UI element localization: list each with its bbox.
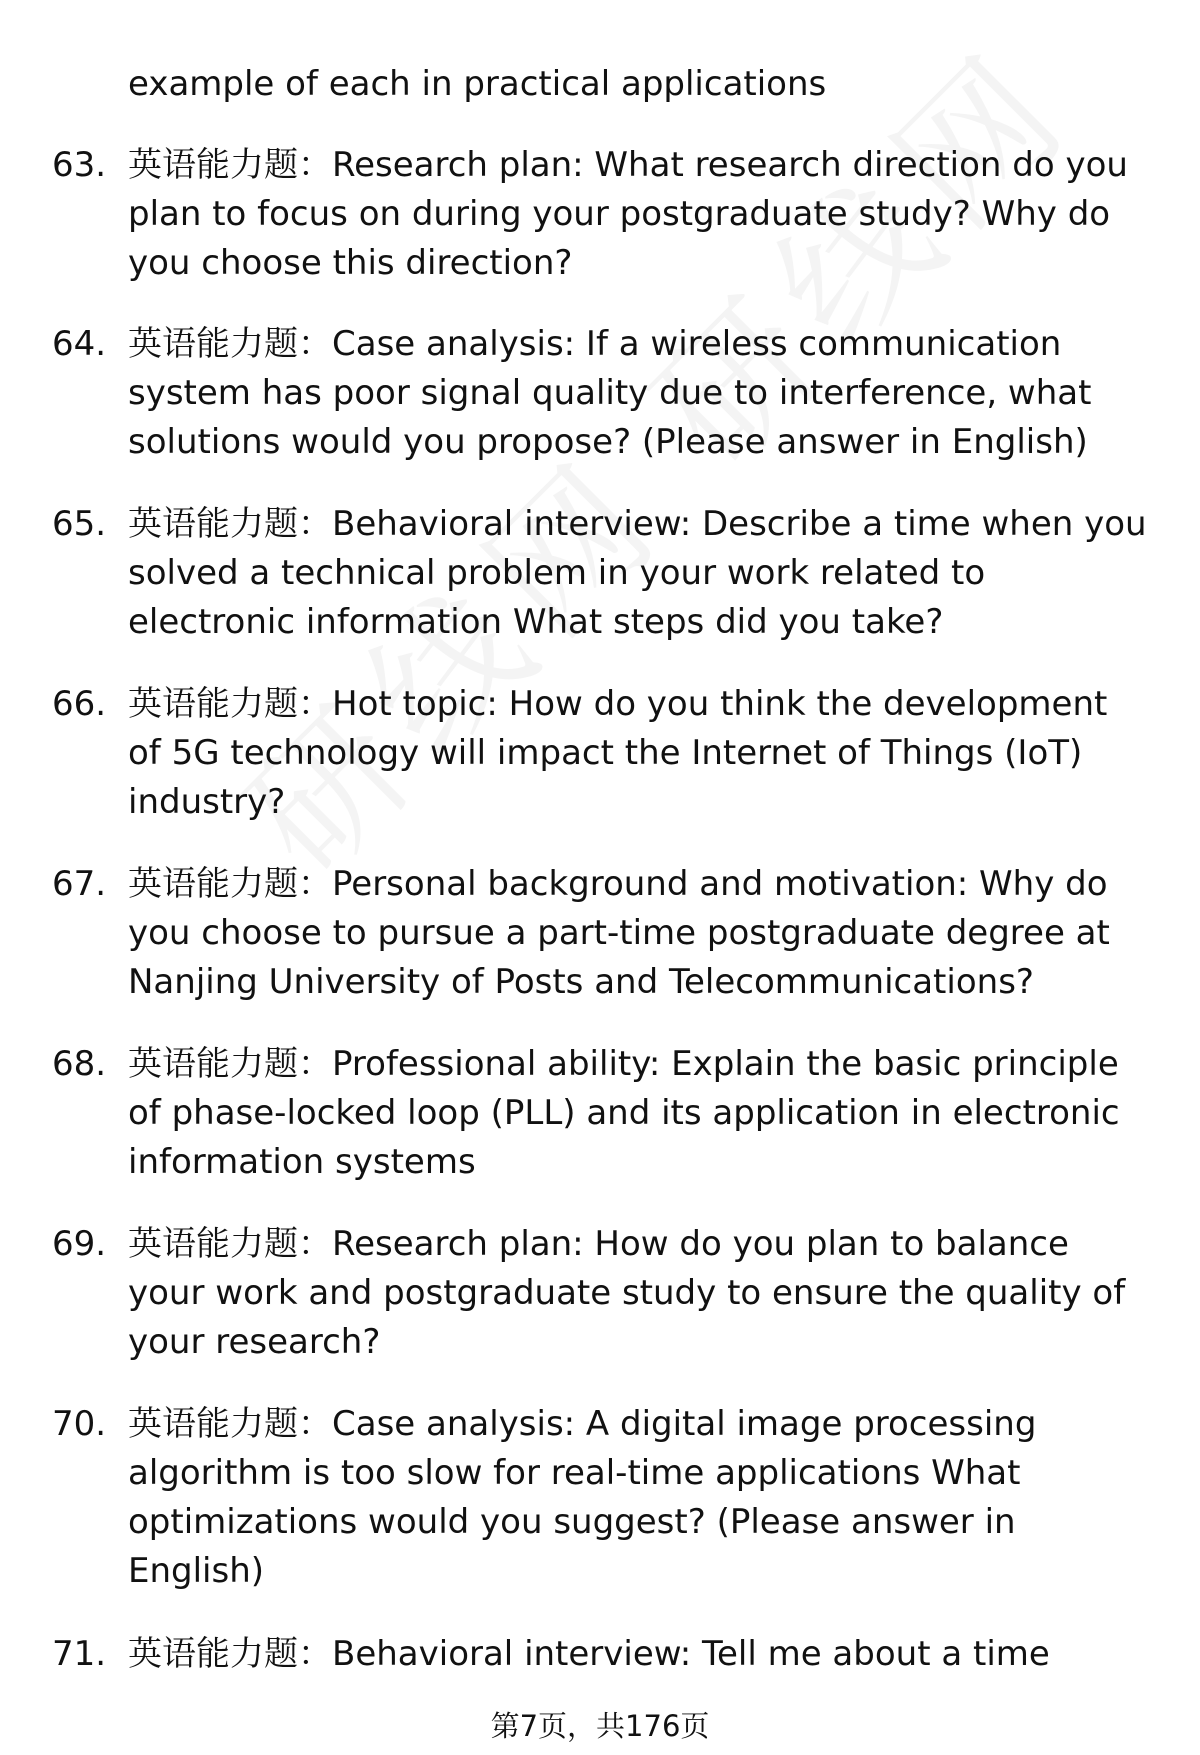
question-number: 69. bbox=[52, 1224, 107, 1264]
question-text: 英语能力题：Case analysis: If a wireless communication system has poor signal quality due to interference, what solutions would you propose? (Please answer in English) bbox=[128, 324, 1092, 462]
question-number: 70. bbox=[52, 1404, 107, 1444]
question-number: 66. bbox=[52, 684, 107, 724]
question-number: 68. bbox=[52, 1044, 107, 1084]
question-number: 64. bbox=[52, 324, 107, 364]
question-number: 67. bbox=[52, 864, 107, 904]
question-text: 英语能力题：Case analysis: A digital image processing algorithm is too slow for real-time applications What optimizations would you suggest? (Please answer in English) bbox=[128, 1404, 1037, 1591]
question-text: 英语能力题：Hot topic: How do you think the development of 5G technology will impact the Internet of Things (IoT) industry? bbox=[128, 684, 1108, 822]
question-text: 英语能力题：Research plan: What research direction do you plan to focus on during your postgraduate study? Why do you choose this direction? bbox=[128, 145, 1128, 283]
question-text: 英语能力题：Personal background and motivation: Why do you choose to pursue a part-time postgraduate degree at Nanjing University of Posts and Telecommunications? bbox=[128, 864, 1110, 1002]
question-text: 英语能力题：Behavioral interview: Tell me about a time bbox=[128, 1634, 1050, 1674]
question-text: 英语能力题：Research plan: How do you plan to balance your work and postgraduate study to ensure the quality of your research? bbox=[128, 1224, 1126, 1362]
question-number: 71. bbox=[52, 1634, 107, 1674]
question-number: 65. bbox=[52, 504, 107, 544]
question-text: 英语能力题：Behavioral interview: Describe a time when you solved a technical problem in your work related to electronic information What steps did you take? bbox=[128, 504, 1147, 642]
question-number: 63. bbox=[52, 145, 107, 185]
question-text: 英语能力题：Professional ability: Explain the basic principle of phase-locked loop (PLL) and its application in electronic information systems bbox=[128, 1044, 1120, 1182]
continued-question-text: example of each in practical applications bbox=[128, 64, 827, 104]
page-number: 第7页，共176页 bbox=[490, 1709, 710, 1743]
